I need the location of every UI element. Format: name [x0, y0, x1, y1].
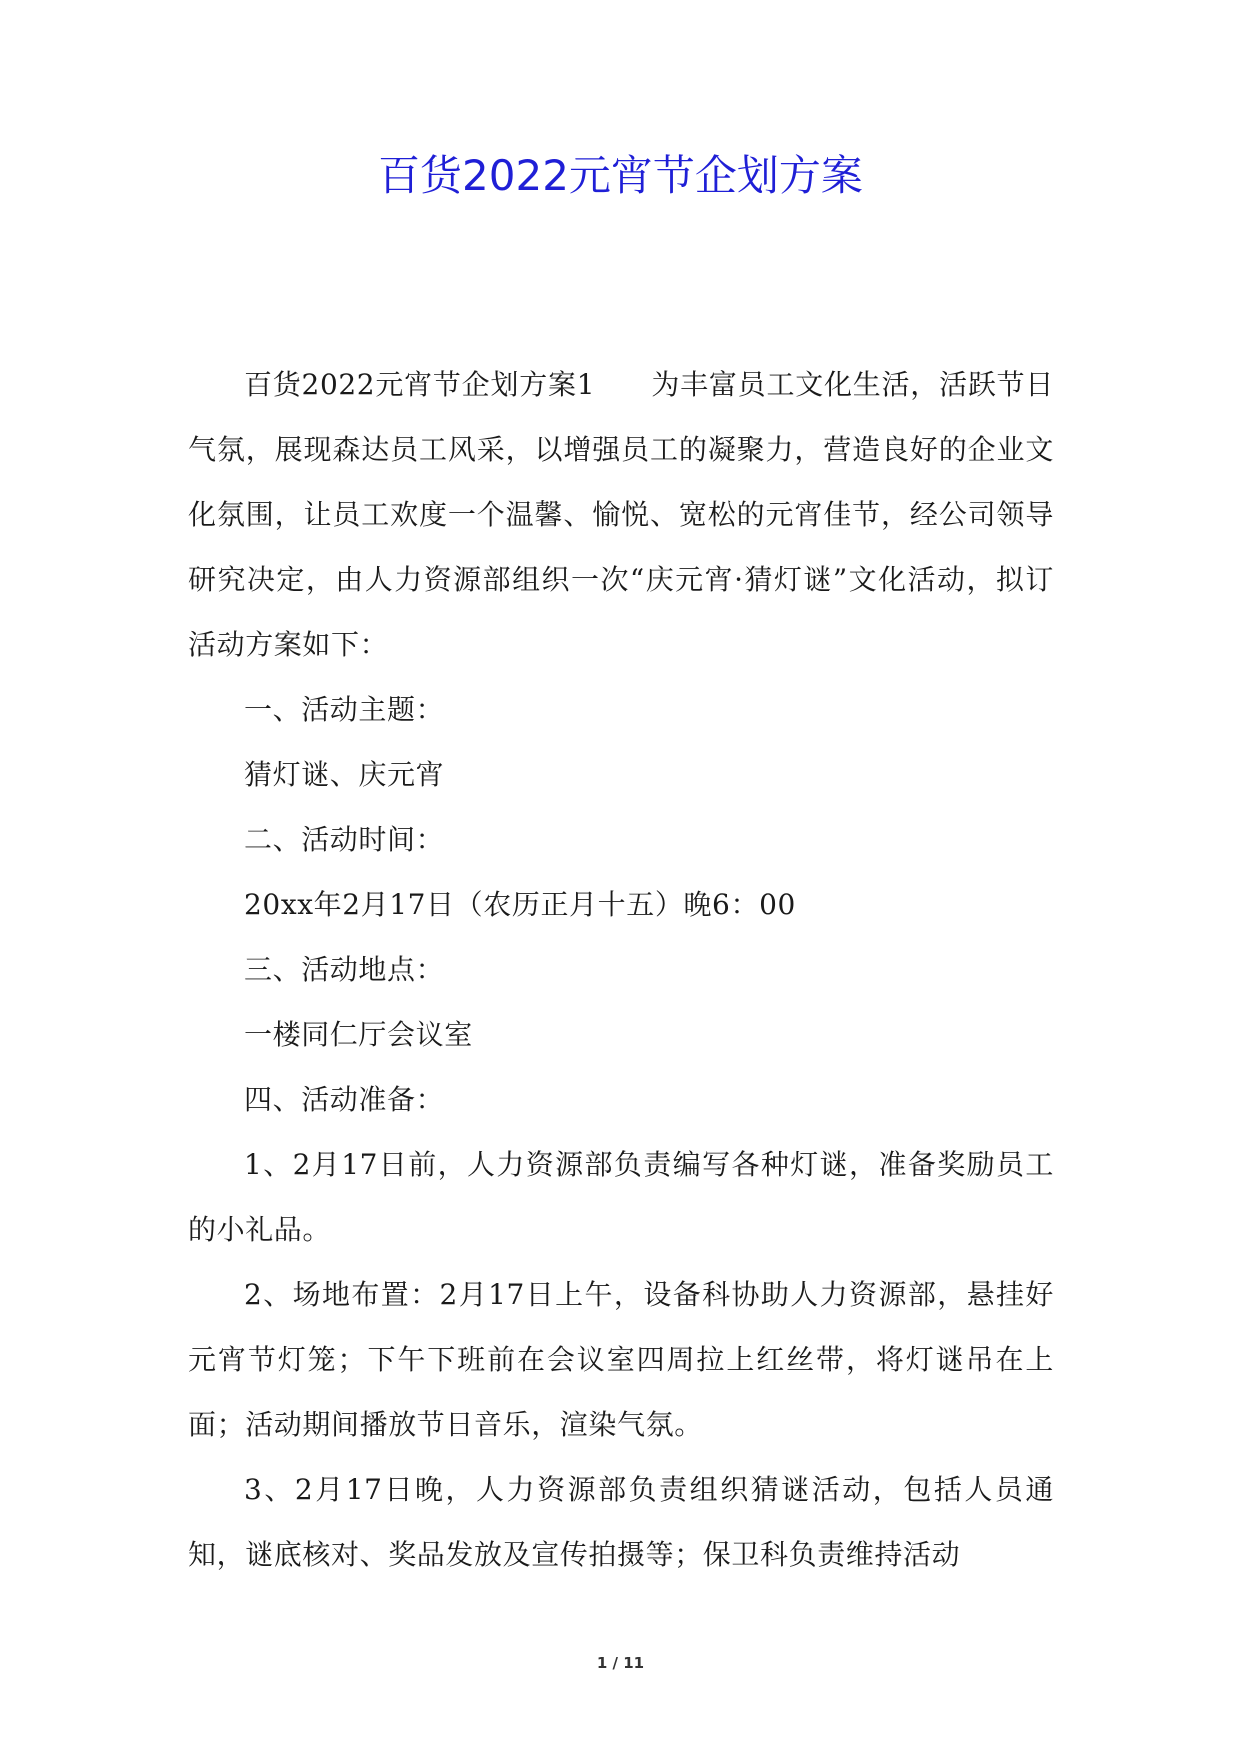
location-text: 一楼同仁厅会议室	[244, 1018, 473, 1051]
preparation-item-3: 3、2月17日晚，人力资源部负责组织猜谜活动，包括人员通知，谜底核对、奖品发放及宣传拍摄等；保卫科负责维持活动	[188, 1473, 1054, 1571]
section-heading-location: 三、活动地点：	[244, 953, 445, 986]
preparation-item-1: 1、2月17日前，人力资源部负责编写各种灯谜，准备奖励员工的小礼品。	[188, 1148, 1054, 1246]
theme-text: 猜灯谜、庆元宵	[244, 758, 445, 791]
preparation-item-2: 2、场地布置：2月17日上午，设备科协助人力资源部，悬挂好元宵节灯笼；下午下班前在会议室四周拉上红丝带，将灯谜吊在上面；活动期间播放节日音乐，渲染气氛。	[188, 1278, 1054, 1441]
intro-paragraph	[188, 352, 1054, 677]
section-heading-preparation: 四、活动准备：	[244, 1083, 445, 1116]
intro-heading: 百货2022元宵节企划方案1	[244, 368, 596, 401]
page-number: 1 / 11	[596, 1654, 645, 1672]
time-text: 20xx年2月17日（农历正月十五）晚6：00	[244, 888, 796, 921]
intro-body: 为丰富员工文化生活，活跃节日气氛，展现森达员工风采，以增强员工的凝聚力，营造良好的企业文化氛围，让员工欢度一个温馨、愉悦、宽松的元宵佳节，经公司领导研究决定，由人力资源部组织一次“庆元宵·猜灯谜”文化活动，拟订活动方案如下：	[188, 368, 1054, 661]
document-body	[188, 352, 1054, 1587]
document-title: 百货2022元宵节企划方案	[378, 151, 863, 200]
section-heading-time: 二、活动时间：	[244, 823, 445, 856]
section-heading-theme: 一、活动主题：	[244, 693, 445, 726]
